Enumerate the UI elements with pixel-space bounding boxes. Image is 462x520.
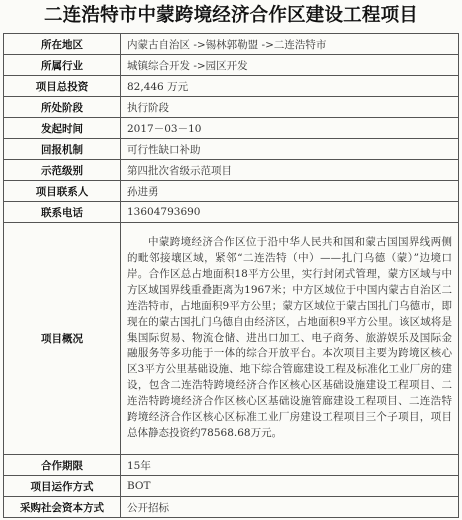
table-row-return-mechanism (4, 139, 459, 160)
row-label: 所在地区 (4, 34, 121, 55)
table-row-demo-level (4, 160, 459, 181)
row-label: 项目概况 (4, 223, 121, 455)
row-value: BOT (121, 476, 459, 497)
row-label: 项目联系人 (4, 181, 121, 202)
table-row-term (4, 455, 459, 476)
row-label: 发起时间 (4, 118, 121, 139)
row-label: 所处阶段 (4, 97, 121, 118)
row-value: 公开招标 (121, 497, 459, 518)
row-value: 可行性缺口补助 (121, 139, 459, 160)
row-value: 2017－03－10 (121, 118, 459, 139)
row-label: 项目总投资 (4, 76, 121, 97)
row-label: 合作期限 (4, 455, 121, 476)
table-row-operation-mode (4, 476, 459, 497)
table-row-overview (4, 223, 459, 455)
table-row-procurement-method (4, 497, 459, 518)
table-row-contact-person (4, 181, 459, 202)
table-row-investment (4, 76, 459, 97)
row-label: 示范级别 (4, 160, 121, 181)
table-row-start-date (4, 118, 459, 139)
row-value: 城镇综合开发 ->园区开发 (121, 55, 459, 76)
project-info-table (3, 33, 459, 518)
row-label: 所属行业 (4, 55, 121, 76)
overview-text: 中蒙跨境经济合作区位于沿中华人民共和国和蒙古国国界线两侧的毗邻接壤区域，紧邻“二连浩特（中）——扎门乌德（蒙）”边境口岸。合作区总占地面积18平方公里，实行封闭式管理，蒙方区域与中方区域国界线重叠距离为1967米；中方区域位于中国内蒙古自治区二连浩特市，占地面积9平方公里；蒙方区域位于蒙古国扎门乌德市，即现在的蒙古国扎门乌德自由经济区，占地面积9平方公里。该区域将是集国际贸易、物流仓储、进出口加工、电子商务、旅游娱乐及国际金融服务等多功能于一体的综合开放平台。本次项目主要为跨境区核心区3平方公里基础设施、地下综合管廊建设工程及标准化工业厂房的建设，包含二连浩特跨境经济合作区核心区基础设施建设工程项目、二连浩特跨境经济合作区核心区基础设施管廊建设工程项目、二连浩特跨境经济合作区核心区标准工业厂房建设工程项目三个子项目，项目总体静态投资约78568.68万元。 (121, 223, 459, 455)
table-row-stage (4, 97, 459, 118)
row-value: 82,446 万元 (121, 76, 459, 97)
row-value: 15年 (121, 455, 459, 476)
page-title: 二连浩特市中蒙跨境经济合作区建设工程项目 (43, 5, 418, 26)
row-value: 执行阶段 (121, 97, 459, 118)
row-value: 孙进勇 (121, 181, 459, 202)
row-label: 回报机制 (4, 139, 121, 160)
row-label: 采购社会资本方式 (4, 497, 121, 518)
table-row-industry (4, 55, 459, 76)
row-label: 联系电话 (4, 202, 121, 223)
row-label: 项目运作方式 (4, 476, 121, 497)
table-row-region (4, 34, 459, 55)
row-value: 第四批次省级示范项目 (121, 160, 459, 181)
table-row-phone (4, 202, 459, 223)
row-value: 内蒙古自治区 ->锡林郭勒盟 ->二连浩特市 (121, 34, 459, 55)
row-value: 13604793690 (121, 202, 459, 223)
